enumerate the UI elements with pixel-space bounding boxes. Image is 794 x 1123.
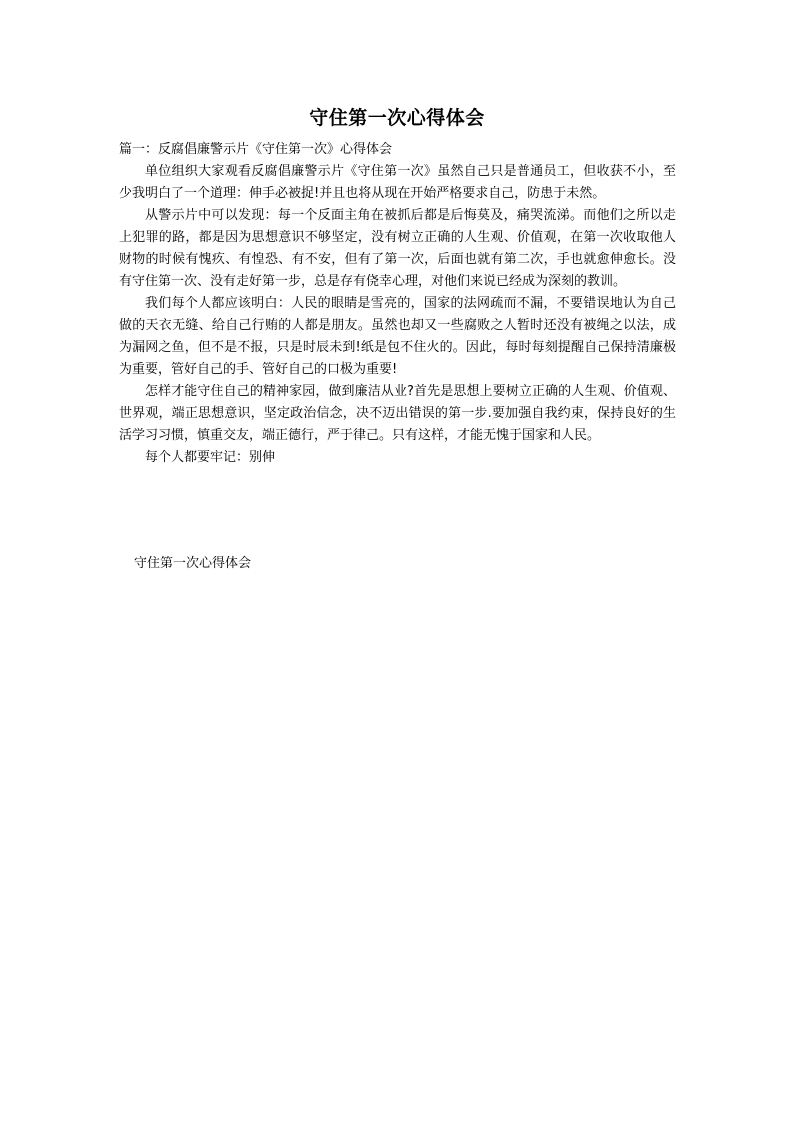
section-heading: 篇一：反腐倡廉警示片《守住第一次》心得体会 bbox=[119, 142, 393, 157]
paragraph-3: 我们每个人都应该明白：人民的眼睛是雪亮的，国家的法网疏而不漏，不要错误地认为自己做的天衣无缝、给自己行贿的人都是朋友。虽然也却又一些腐败之人暂时还没有被绳之以法，成为漏网之鱼，但不是不报，只是时辰未到!纸是包不住火的。因此，每时每刻提醒自己保持清廉极为重要，管好自己的手、管好自己的口极为重要! bbox=[119, 296, 676, 377]
paragraph-1: 单位组织大家观看反腐倡廉警示片《守住第一次》虽然自己只是普通员工，但收获不小，至少我明白了一个道理：伸手必被捉!并且也将从现在开始严格要求自己，防患于未然。 bbox=[119, 164, 676, 201]
document-body bbox=[119, 139, 676, 469]
paragraph-5: 每个人都要牢记：别伸 bbox=[145, 450, 276, 465]
paragraph-4: 怎样才能守住自己的精神家园，做到廉洁从业?首先是思想上要树立正确的人生观、价值观、世界观，端正思想意识，坚定政治信念，决不迈出错误的第一步.要加强自我约束，保持良好的生活学习习惯，慎重交友，端正德行，严于律己。只有这样，才能无愧于国家和人民。 bbox=[119, 384, 676, 443]
paragraph-2: 从警示片中可以发现：每一个反面主角在被抓后都是后悔莫及，痛哭流涕。而他们之所以走上犯罪的路，都是因为思想意识不够坚定，没有树立正确的人生观、价值观，在第一次收取他人财物的时候有愧疚、有惶恐、有不安，但有了第一次，后面也就有第二次，手也就愈伸愈长。没有守住第一次、没有走好第一步，总是存有侥幸心理，对他们来说已经成为深刻的教训。 bbox=[119, 208, 676, 289]
document-title: 守住第一次心得体会 bbox=[309, 107, 485, 129]
footer-title: 守住第一次心得体会 bbox=[134, 556, 252, 571]
